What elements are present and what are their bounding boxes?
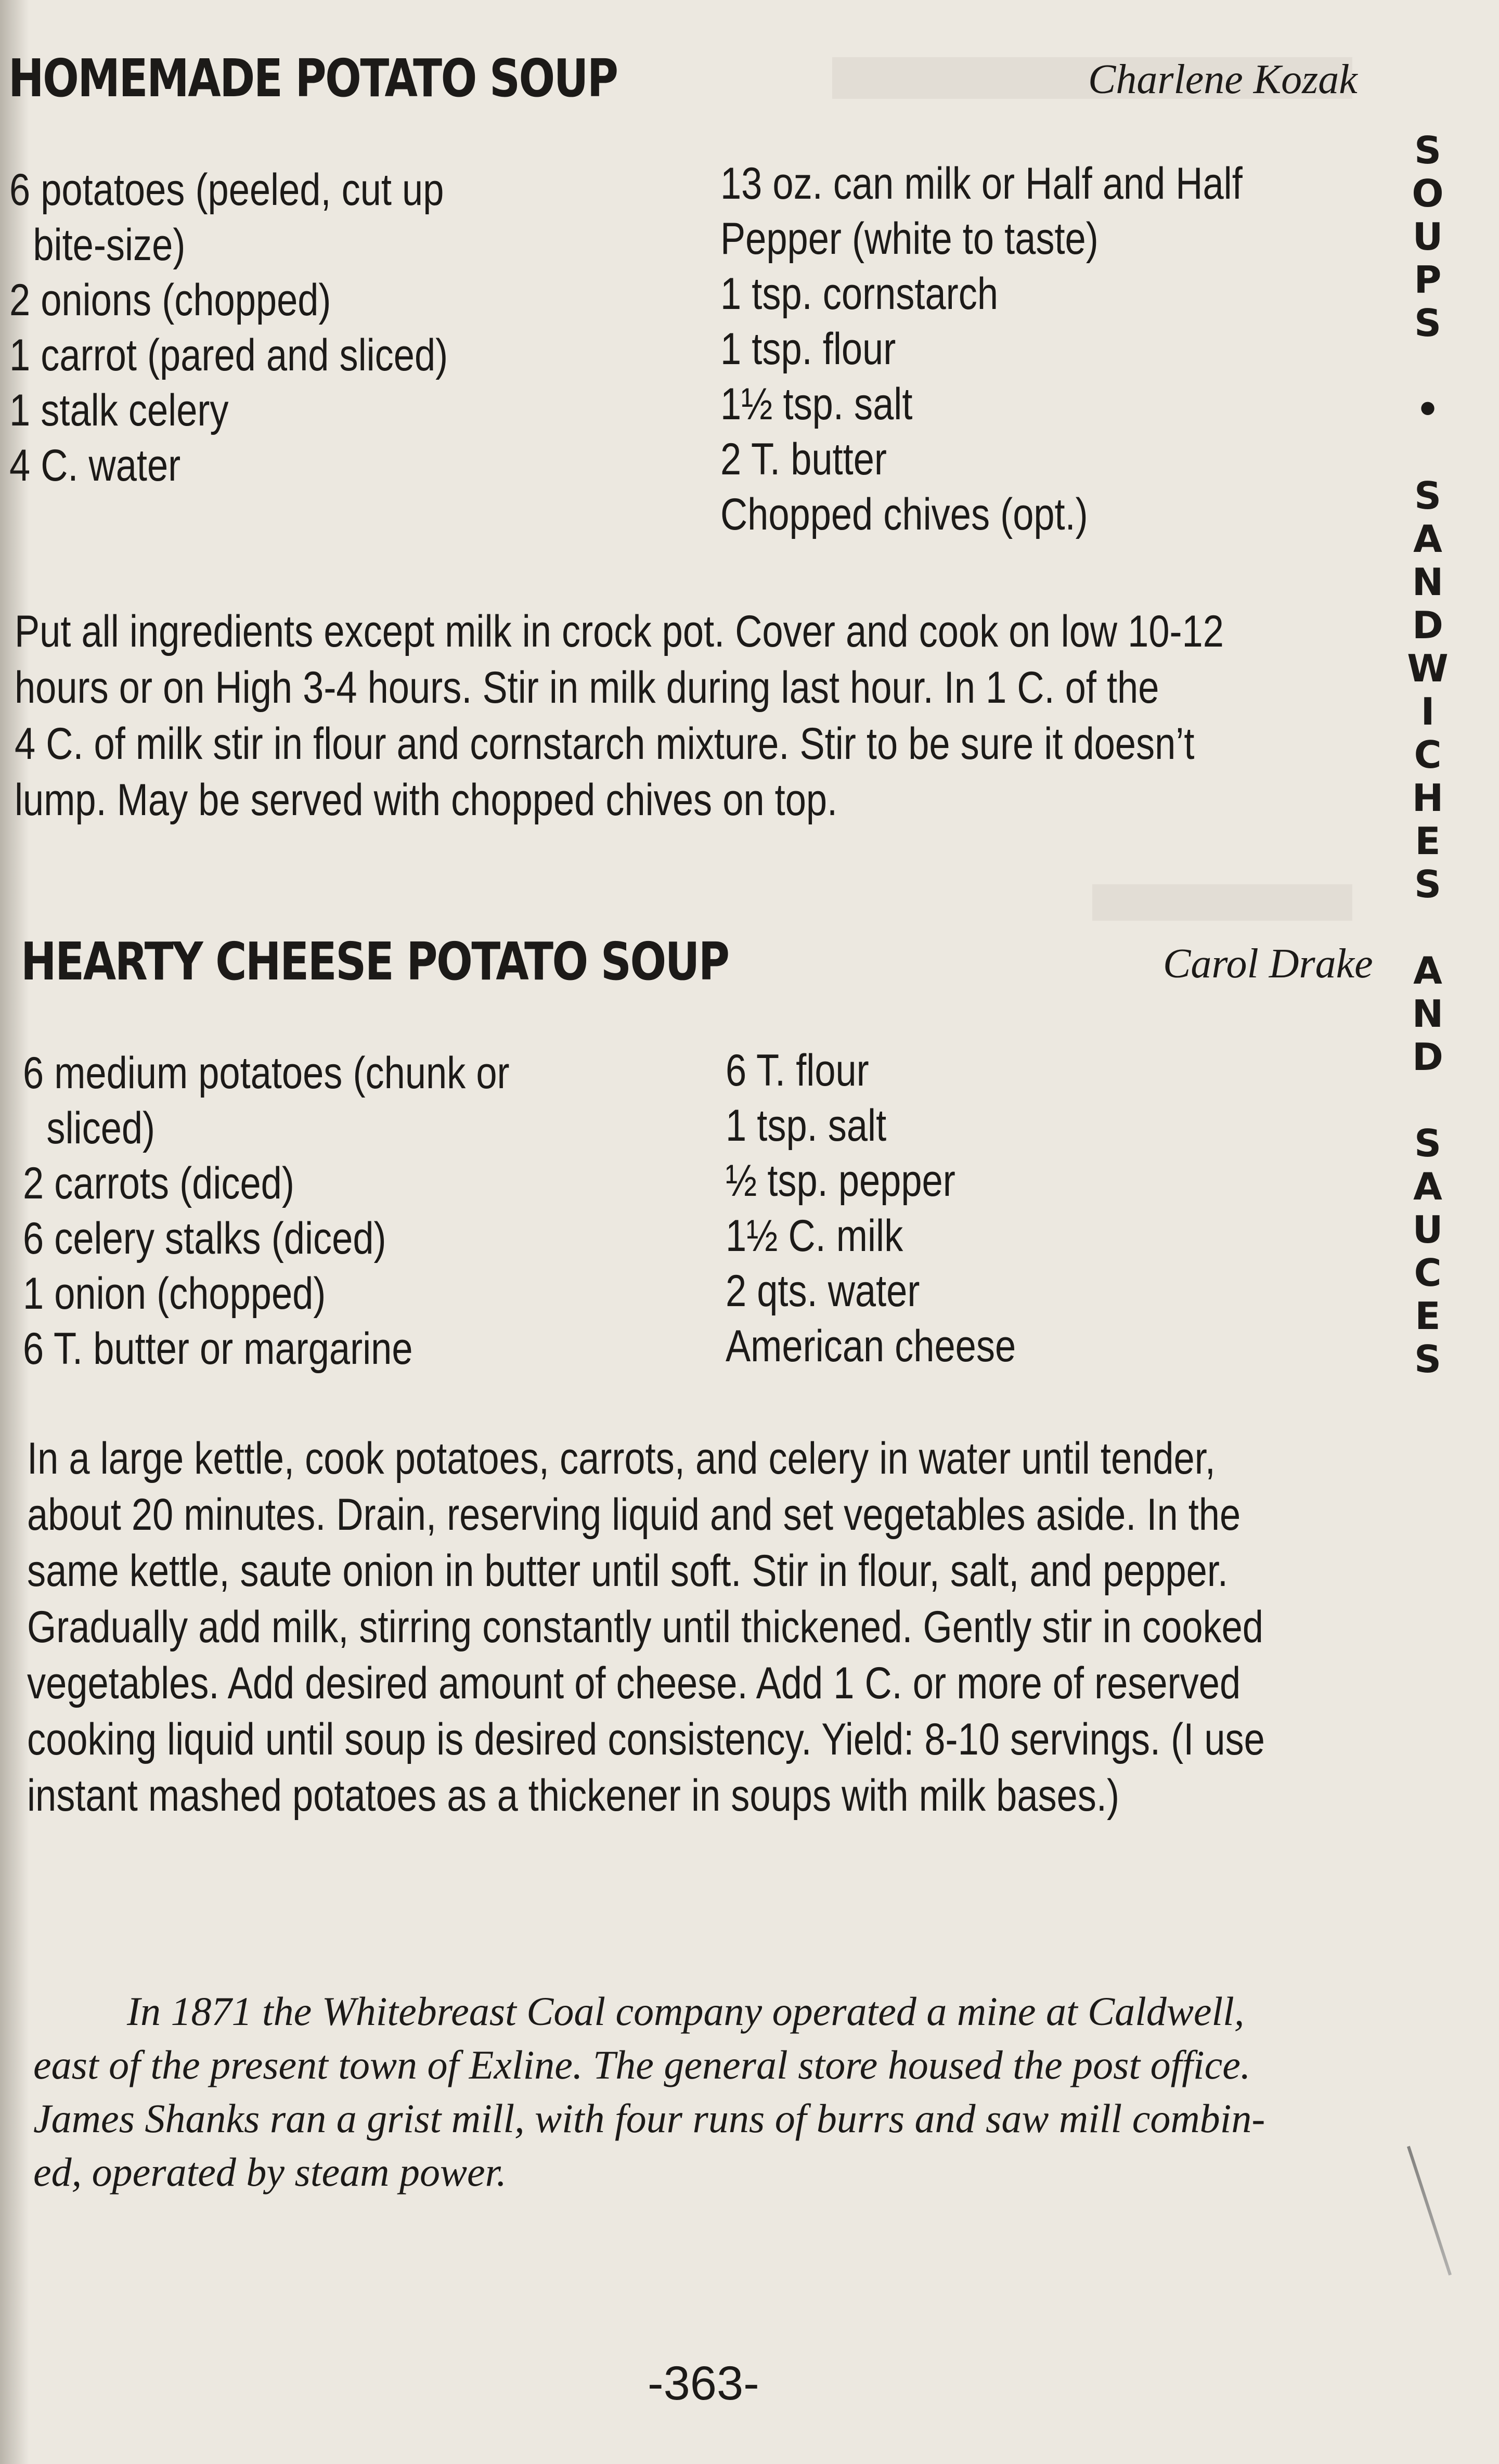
history-note-line: In 1871 the Whitebreast Coal company operated a mine at Caldwell, [127,1989,1245,2034]
section-tab-letter: A [1413,1165,1442,1208]
section-tab-letter: S [1414,128,1441,172]
directions-line: 4 C. of milk stir in flour and cornstarch mixture. Stir to be sure it doesn’t [15,719,1195,769]
ingredient-line: 6 T. flour [726,1046,869,1095]
ingredient-line: 1½ C. milk [726,1211,903,1261]
section-tab-letter: U [1412,215,1443,259]
recipe-1-ingredients-right [720,156,1342,542]
ingredient-line: 2 carrots (diced) [23,1158,294,1208]
directions-line: same kettle, saute onion in butter until soft. Stir in flour, salt, and pepper. [27,1546,1229,1596]
section-tab-letter: I [1420,690,1435,733]
directions-line: vegetables. Add desired amount of cheese. Add 1 C. or more of reserved [27,1658,1241,1708]
section-tab-letter: D [1412,1035,1443,1079]
history-note [33,1984,1265,2199]
ingredient-line: 4 C. water [9,441,181,491]
ingredient-line: American cheese [726,1321,1016,1371]
history-note-line: ed, operated by steam power. [33,2149,507,2195]
ingredient-line: 1 onion (chopped) [23,1269,326,1319]
section-tab-letter: A [1413,949,1442,992]
bleed-through-block-2 [1092,884,1352,921]
directions-line: about 20 minutes. Drain, reserving liquid and set vegetables aside. In the [27,1490,1241,1540]
ingredient-line: 1 stalk celery [9,385,229,435]
section-tab-letter: U [1412,1208,1443,1252]
ingredient-line: sliced) [46,1103,156,1153]
section-tab-letter: P [1414,258,1442,302]
ingredient-line: ½ tsp. pepper [726,1156,955,1206]
ingredient-line: Pepper (white to taste) [720,214,1099,264]
ingredient-line: 2 qts. water [726,1266,920,1316]
section-tab-letter: N [1412,560,1444,604]
section-tab-letter: S [1414,301,1441,345]
ingredient-line: Chopped chives (opt.) [720,489,1088,539]
ingredient-line: 1 tsp. salt [726,1101,887,1151]
section-tab-letter: W [1407,647,1449,690]
directions-line: lump. May be served with chopped chives on top. [15,775,838,825]
recipe-2-ingredients-left [23,1046,602,1376]
directions-line: In a large kettle, cook potatoes, carrots, and celery in water until tender, [27,1434,1216,1483]
section-tab-letter: S [1414,474,1441,518]
section-tab-letter: S [1414,1337,1441,1381]
recipe-1-author: Charlene Kozak [1088,57,1358,102]
ingredient-line: 6 medium potatoes (chunk or [23,1048,510,1098]
section-tab-letter [1407,906,1449,949]
section-tab-letter: H [1412,776,1444,820]
page-number: -363- [648,2357,759,2410]
section-tab-letter [1407,1079,1449,1122]
recipe-2-author: Carol Drake [1163,941,1373,987]
section-tab-letter: D [1412,603,1443,647]
ingredient-line: 1 carrot (pared and sliced) [9,330,448,380]
ingredient-line: 2 T. butter [720,434,887,484]
ingredient-line: 6 celery stalks (diced) [23,1214,386,1263]
directions-line: cooking liquid until soup is desired consistency. Yield: 8-10 servings. (I use [27,1714,1265,1764]
section-tab-letter: • [1415,388,1440,431]
ingredient-line: 1 tsp. flour [720,324,896,374]
section-tab-soups-sandwiches-sauces [1407,129,1449,1381]
directions-line: Gradually add milk, stirring constantly until thickened. Gently stir in cooked [27,1602,1263,1652]
pencil-mark [1407,2146,1452,2275]
directions-line: hours or on High 3-4 hours. Stir in milk during last hour. In 1 C. of the [15,663,1159,713]
recipe-2-ingredients-right [726,1043,1071,1374]
section-tab-letter: E [1415,1294,1441,1338]
recipe-1-directions [15,603,1454,828]
section-tab-letter [1407,431,1449,474]
history-note-line: east of the present town of Exline. The general store housed the post office. [33,2042,1251,2087]
ingredient-line: 13 oz. can milk or Half and Half [720,159,1243,209]
directions-line: Put all ingredients except milk in crock pot. Cover and cook on low 10-12 [15,607,1224,656]
ingredient-line: 1 tsp. cornstarch [720,269,999,319]
ingredient-line: 6 T. butter or margarine [23,1324,413,1374]
history-note-line: James Shanks ran a grist mill, with four runs of burrs and saw mill combin- [33,2096,1265,2141]
recipe-1-ingredients-left [9,162,532,493]
section-tab-letter: A [1413,517,1442,561]
section-tab-letter: C [1414,1251,1442,1295]
ingredient-line: 1½ tsp. salt [720,379,913,429]
section-tab-letter: E [1415,819,1441,863]
section-tab-letter: N [1412,992,1444,1036]
section-tab-letter [1407,345,1449,388]
recipe-2-title: HEARTY CHEESE POTATO SOUP [21,931,729,992]
recipe-2-directions [27,1430,1499,1824]
ingredient-line: 6 potatoes (peeled, cut up [9,165,444,215]
ingredient-line: 2 onions (chopped) [9,275,331,325]
ingredient-line: bite-size) [33,220,186,270]
section-tab-letter: O [1412,172,1444,215]
section-tab-letter: C [1414,733,1442,777]
recipe-1-title: HOMEMADE POTATO SOUP [8,48,617,109]
directions-line: instant mashed potatoes as a thickener in soups with milk bases.) [27,1771,1120,1821]
section-tab-letter: S [1414,862,1441,906]
section-tab-letter: S [1414,1121,1441,1165]
